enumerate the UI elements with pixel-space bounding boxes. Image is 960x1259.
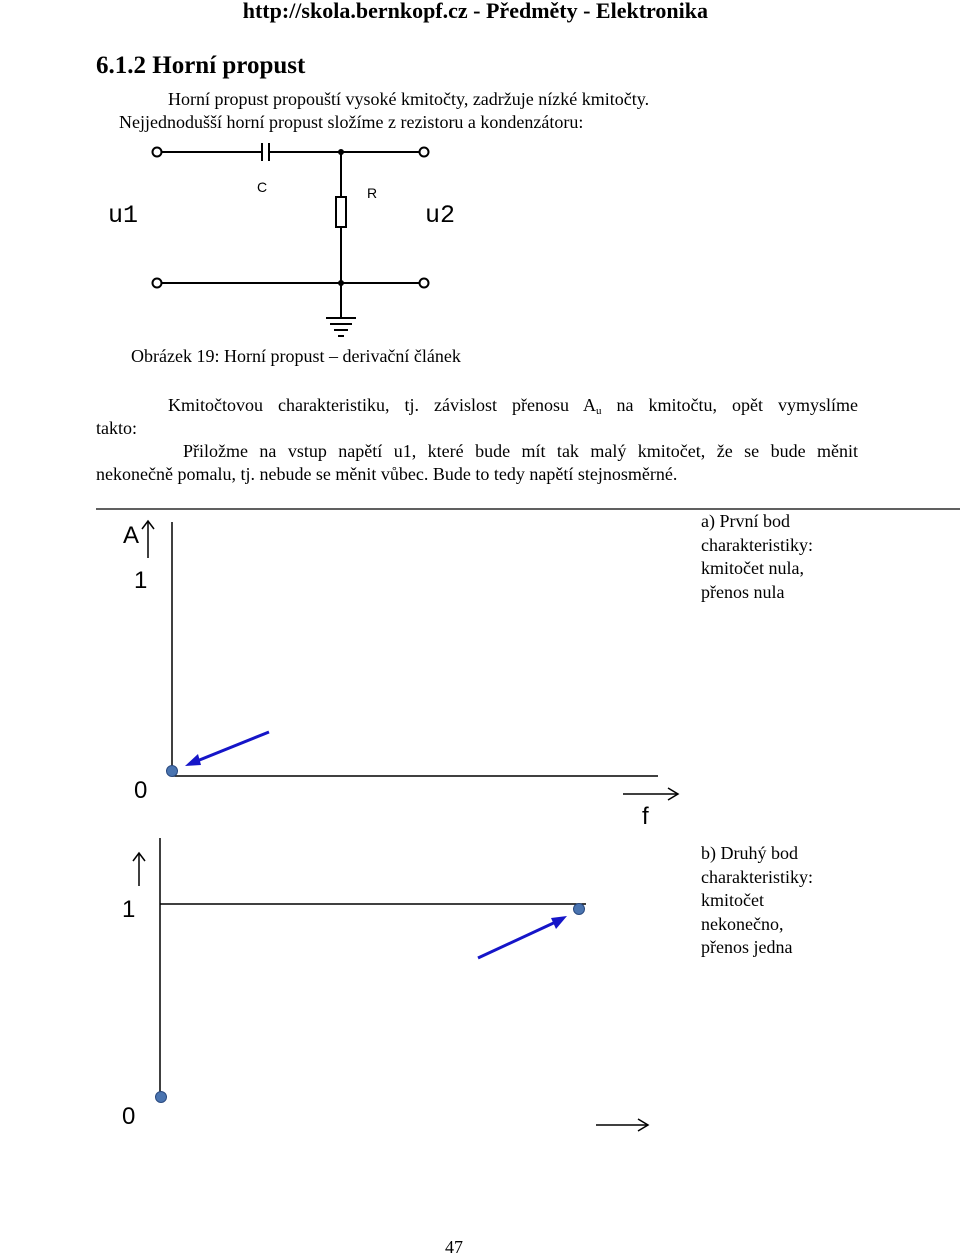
graph-b-annotation-line: přenos jedna bbox=[701, 937, 793, 957]
paragraph-2-line-1: Přiložme na vstup napětí u1, které bude mít tak malý kmitočet, že se bude měnit bbox=[183, 441, 858, 461]
graph-b-pointer-arrow bbox=[478, 920, 560, 958]
capacitor-label: C bbox=[257, 179, 268, 195]
graph-a-annotation-line: přenos nula bbox=[701, 581, 785, 602]
graph-a-tick-zero: 0 bbox=[134, 777, 148, 804]
graph-b-annotation-line: charakteristiky: bbox=[701, 866, 813, 887]
graph-a-y-label: A bbox=[123, 522, 140, 549]
graph-a-tick-one: 1 bbox=[134, 567, 148, 594]
output-voltage-label: u2 bbox=[425, 201, 456, 230]
section-title: Horní propust bbox=[152, 52, 306, 79]
page-number: 47 bbox=[445, 1237, 463, 1257]
paragraph-1-line-1: Kmitočtovou charakteristiku, tj. závislost přenosu $A_u$ na kmitočtu, opět vymyslíme bbox=[168, 395, 858, 417]
graph-a-x-label: f bbox=[642, 803, 649, 830]
graph-a-pointer-arrow bbox=[192, 732, 269, 763]
graph-a-annotation-line: a) První bod bbox=[701, 511, 790, 531]
graph-a-annotation-line: charakteristiky: bbox=[701, 534, 813, 555]
graph-b-pointer-arrowhead bbox=[551, 916, 567, 929]
graph-b-tick-one: 1 bbox=[122, 896, 136, 923]
figure-caption: Obrázek 19: Horní propust – derivační článek bbox=[131, 346, 461, 366]
intro-line-1: Horní propust propouští vysoké kmitočty, zadržuje nízké kmitočty. bbox=[168, 89, 650, 109]
graph-a-point-zero bbox=[167, 766, 178, 777]
page-header-url: http://skola.bernkopf.cz - Předměty - Elektronika bbox=[242, 0, 708, 23]
graph-b-point-one bbox=[574, 904, 585, 915]
resistor-label: R bbox=[367, 185, 378, 201]
graph-b-annotation bbox=[701, 842, 901, 960]
graph-b-annotation-line: kmitočet bbox=[701, 890, 764, 910]
paragraph-2-line-2: nekonečně pomalu, tj. nebude se měnit vůbec. Bude to tedy napětí stejnosměrné. bbox=[96, 464, 678, 484]
graph-b-point-zero bbox=[156, 1092, 167, 1103]
graph-a-annotation-line: kmitočet nula, bbox=[701, 558, 804, 578]
graph-b-axes bbox=[133, 838, 648, 1131]
graph-b-annotation-line: b) Druhý bod bbox=[701, 843, 798, 863]
graph-b-tick-zero: 0 bbox=[122, 1103, 136, 1130]
input-voltage-label: u1 bbox=[108, 201, 139, 230]
graph-a-pointer-arrowhead bbox=[185, 754, 201, 766]
graph-a-annotation bbox=[701, 510, 901, 604]
graph-b-annotation-line: nekonečno, bbox=[701, 913, 784, 934]
graph-a-axes bbox=[142, 521, 678, 800]
section-number: 6.1.2 bbox=[96, 52, 146, 79]
paragraph-1-line-2: takto: bbox=[96, 418, 137, 438]
intro-line-2: Nejjednodušší horní propust složíme z rezistoru a kondenzátoru: bbox=[119, 112, 584, 132]
